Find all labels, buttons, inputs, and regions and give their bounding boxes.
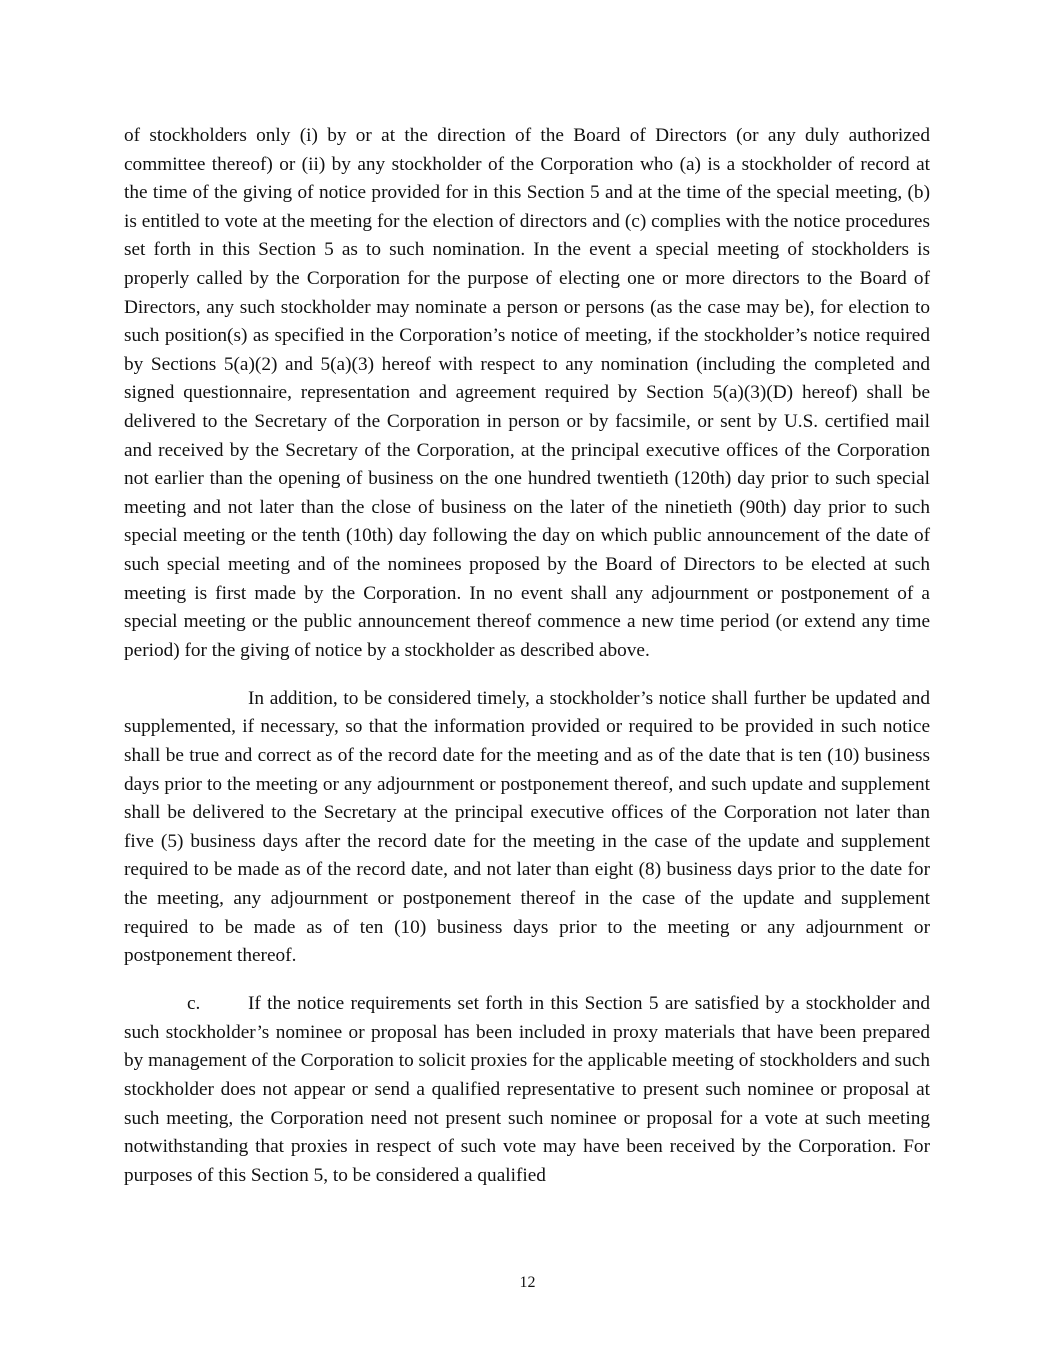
paragraph-item-c xyxy=(124,990,930,1190)
item-c-text: If the notice requirements set forth in this Section 5 are satisfied by a stockholder and such stockholder’s nominee or proposal has been included in proxy materials that have been prepared by management of the Corporation to solicit proxies for the applicable meeting of stockholders and such stockholder does not appear or send a qualified representative to present such nominee or proposal at such meeting, the Corporation need not present such nominee or proposal for a vote at such meeting notwithstanding that proxies in respect of such vote may have been received by the Corporation. For purposes of this Section 5, to be considered a qualified xyxy=(124,993,930,1186)
paragraph-notice-update: In addition, to be considered timely, a stockholder’s notice shall further be updated and supplemented, if necessary, so that the information provided or required to be provided in such notice shall be true and correct as of the record date for the meeting and as of the date that is ten (10) business days prior to the meeting or any adjournment or postponement thereof, and such update and supplement shall be delivered to the Secretary at the principal executive offices of the Corporation not later than five (5) business days after the record date for the meeting in the case of the update and supplement required to be made as of the record date, and not later than eight (8) business days prior to the date for the meeting, any adjournment or postponement thereof in the case of the update and supplement required to be made as of ten (10) business days prior to the meeting or any adjournment or postponement thereof. xyxy=(124,687,930,967)
document-body xyxy=(124,122,930,1190)
paragraph-nomination-special-meeting: of stockholders only (i) by or at the direction of the Board of Directors (or any duly authorized committee thereof) or (ii) by any stockholder of the Corporation who (a) is a stockholder of record at the time of the giving of notice provided for in this Section 5 and at the time of the special meeting, (b) is entitled to vote at the meeting for the election of directors and (c) complies with the notice procedures set forth in this Section 5 as to such nomination. In the event a special meeting of stockholders is properly called by the Corporation for the purpose of electing one or more directors to the Board of Directors, any such stockholder may nominate a person or persons (as the case may be), for election to such position(s) as specified in the Corporation’s notice of meeting, if the stockholder’s notice required by Sections 5(a)(2) and 5(a)(3) hereof with respect to any nomination (including the completed and signed questionnaire, representation and agreement required by Section 5(a)(3)(D) hereof) shall be delivered to the Secretary of the Corporation in person or by facsimile, or sent by U.S. certified mail and received by the Secretary of the Corporation, at the principal executive offices of the Corporation not earlier than the opening of business on the one hundred twentieth (120th) day prior to such special meeting and not later than the close of business on the later of the ninetieth (90th) day prior to such special meeting or the tenth (10th) day following the day on which public announcement of the date of such special meeting and of the nominees proposed by the Board of Directors to be elected at such meeting is first made by the Corporation. In no event shall any adjournment or postponement of a special meeting or the public announcement thereof commence a new time period (or extend any time period) for the giving of notice by a stockholder as described above. xyxy=(124,125,930,661)
page-number: 12 xyxy=(519,1274,536,1291)
item-c-marker: c. xyxy=(187,993,201,1015)
